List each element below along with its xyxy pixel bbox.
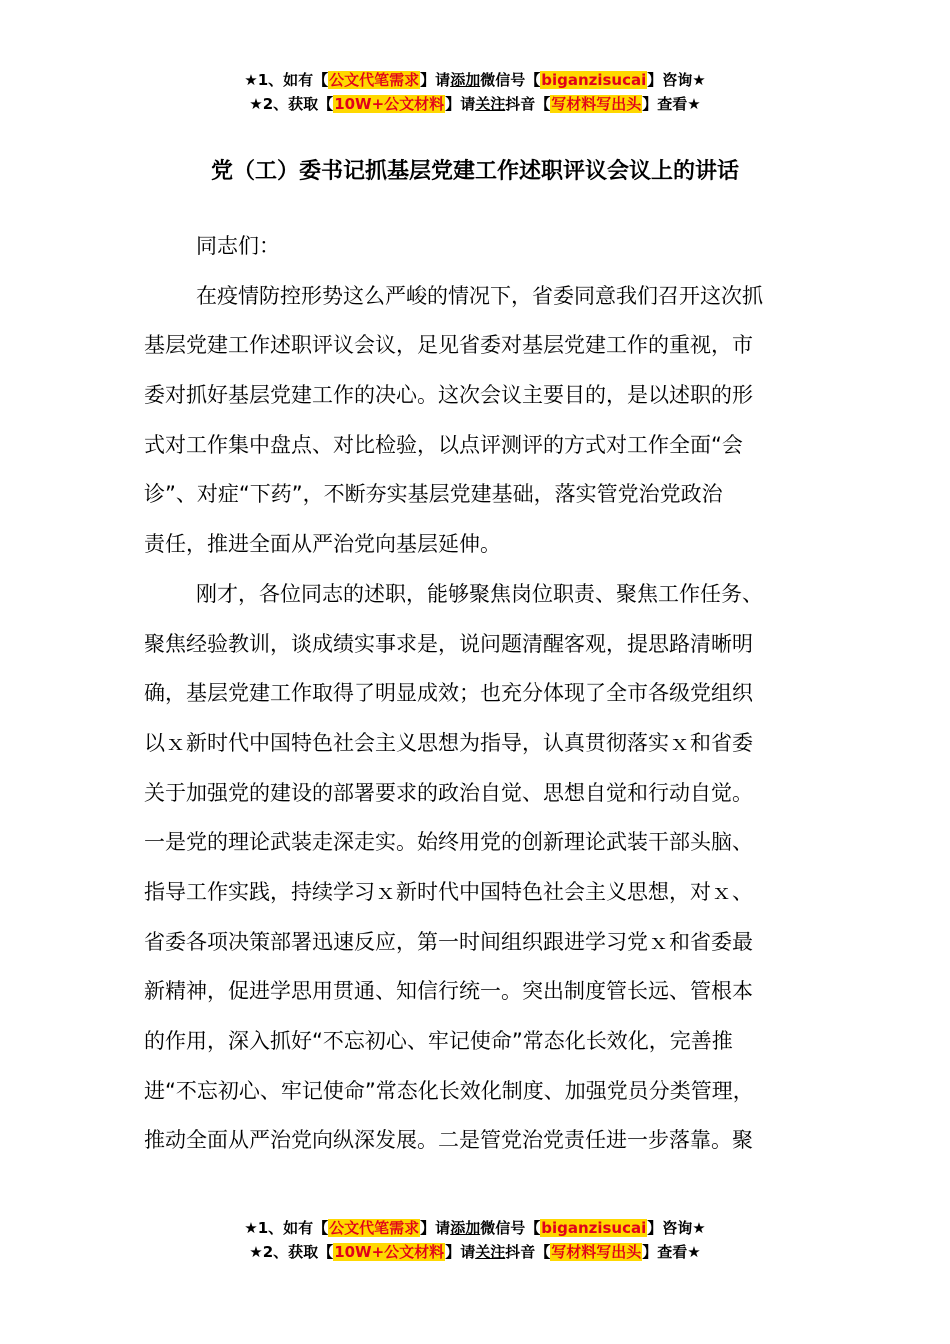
promo-text: ★2、获取【 bbox=[249, 1243, 334, 1261]
body-line: 诊”、对症“下药”，不断夯实基层党建基础，落实管党治党政治 bbox=[144, 482, 723, 507]
promo-highlight: 10W+公文材料 bbox=[334, 95, 445, 113]
body-line: 式对工作集中盘点、对比检验，以点评测评的方式对工作全面“会 bbox=[144, 432, 743, 457]
promo-text: 抖音【 bbox=[505, 1243, 551, 1261]
body-line: 进“不忘初心、牢记使命”常态化长效化制度、加强党员分类管理， bbox=[144, 1078, 754, 1103]
promo-line-1 bbox=[0, 1216, 950, 1240]
promo-text: 】查看★ bbox=[642, 95, 701, 113]
promo-line-2 bbox=[0, 1240, 950, 1264]
body-line: 一是党的理论武装走深走实。始终用党的创新理论武装干部头脑、 bbox=[144, 830, 753, 855]
body-line: 省委各项决策部署迅速反应，第一时间组织跟进学习党ｘ和省委最 bbox=[144, 929, 753, 954]
body-line: 指导工作实践，持续学习ｘ新时代中国特色社会主义思想，对ｘ、 bbox=[144, 879, 753, 904]
promo-underlined-text: 关注 bbox=[475, 95, 506, 113]
promo-text: 】咨询★ bbox=[647, 1219, 706, 1237]
promo-text: 微信号【 bbox=[480, 1219, 541, 1237]
promo-text: ★1、如有【 bbox=[244, 1219, 329, 1237]
promo-douyin-account: 写材料写出头 bbox=[551, 1243, 642, 1261]
promo-wechat-id: biganzisucai bbox=[541, 1219, 647, 1237]
promo-text: 抖音【 bbox=[505, 95, 551, 113]
promo-line-1 bbox=[0, 68, 950, 92]
promo-text: 微信号【 bbox=[480, 71, 541, 89]
promo-highlight: 10W+公文材料 bbox=[334, 1243, 445, 1261]
promo-text: 】请 bbox=[420, 1219, 451, 1237]
body-line: 的作用，深入抓好“不忘初心、牢记使命”常态化长效化，完善推 bbox=[144, 1029, 733, 1053]
body-line: 新精神，促进学思用贯通、知信行统一。突出制度管长远、管根本 bbox=[144, 979, 753, 1004]
header-promo-banner bbox=[0, 68, 950, 116]
document-body bbox=[144, 222, 812, 1166]
body-line: 在疫情防控形势这么严峻的情况下，省委同意我们召开这次抓 bbox=[196, 283, 763, 308]
promo-text: 】请 bbox=[445, 95, 476, 113]
promo-underlined-text: 添加 bbox=[450, 1219, 481, 1237]
promo-text: 】请 bbox=[420, 71, 451, 89]
promo-text: 】查看★ bbox=[642, 1243, 701, 1261]
body-line: 推动全面从严治党向纵深发展。二是管党治党责任进一步落靠。聚 bbox=[144, 1128, 753, 1153]
body-line: 聚焦经验教训，谈成绩实事求是，说问题清醒客观，提思路清晰明 bbox=[144, 631, 753, 656]
document-title: 党（工）委书记抓基层党建工作述职评议会议上的讲话 bbox=[210, 159, 739, 184]
promo-underlined-text: 关注 bbox=[475, 1243, 506, 1261]
promo-underlined-text: 添加 bbox=[450, 71, 481, 89]
promo-text: ★2、获取【 bbox=[249, 95, 334, 113]
body-line: 刚才，各位同志的述职，能够聚焦岗位职责、聚焦工作任务、 bbox=[196, 581, 763, 606]
body-line: 关于加强党的建设的部署要求的政治自觉、思想自觉和行动自觉。 bbox=[144, 780, 753, 805]
promo-highlight: 公文代笔需求 bbox=[329, 71, 420, 89]
promo-text: ★1、如有【 bbox=[244, 71, 329, 89]
body-line: 以ｘ新时代中国特色社会主义思想为指导，认真贯彻落实ｘ和省委 bbox=[144, 730, 753, 755]
promo-highlight: 公文代笔需求 bbox=[329, 1219, 420, 1237]
body-line: 确，基层党建工作取得了明显成效；也充分体现了全市各级党组织 bbox=[144, 681, 753, 706]
body-line: 基层党建工作述职评议会议，足见省委对基层党建工作的重视，市 bbox=[144, 333, 753, 358]
promo-line-2 bbox=[0, 92, 950, 116]
body-line: 责任，推进全面从严治党向基层延伸。 bbox=[144, 532, 501, 557]
promo-douyin-account: 写材料写出头 bbox=[551, 95, 642, 113]
salutation: 同志们： bbox=[196, 234, 280, 258]
promo-wechat-id: biganzisucai bbox=[541, 71, 647, 89]
promo-text: 】咨询★ bbox=[647, 71, 706, 89]
promo-text: 】请 bbox=[445, 1243, 476, 1261]
footer-promo-banner bbox=[0, 1216, 950, 1264]
body-line: 委对抓好基层党建工作的决心。这次会议主要目的，是以述职的形 bbox=[144, 383, 753, 408]
